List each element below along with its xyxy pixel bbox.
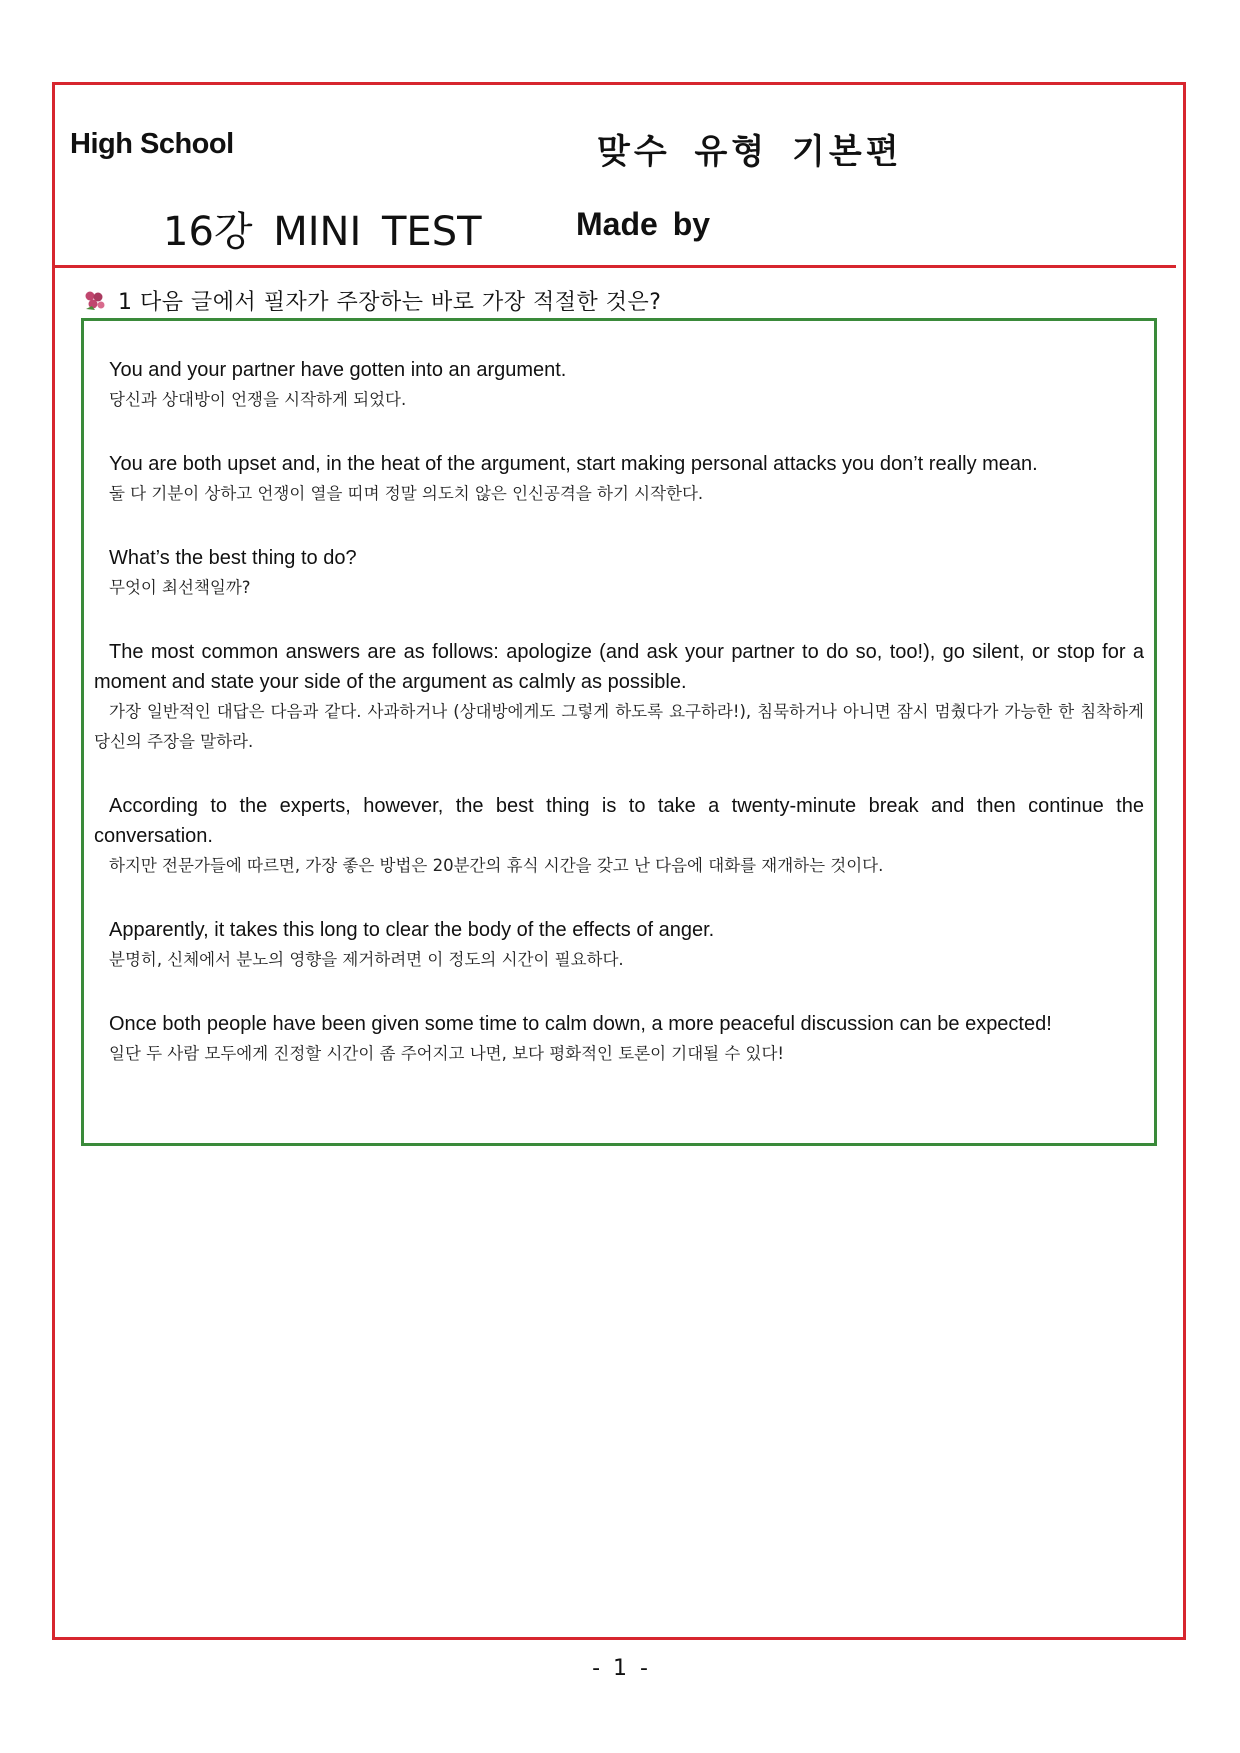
passage-paragraph xyxy=(94,791,1144,881)
passage-paragraph xyxy=(94,915,1144,975)
flower-icon xyxy=(82,289,106,311)
question-text: 1 다음 글에서 필자가 주장하는 바로 가장 적절한 것은? xyxy=(118,289,662,315)
english-sentence: You and your partner have gotten into an argument. xyxy=(109,359,567,381)
english-sentence: Once both people have been given some time to calm down, a more peaceful discussion can be expected! xyxy=(109,1013,1052,1035)
english-sentence: You are both upset and, in the heat of the argument, start making personal attacks you don’t really mean. xyxy=(109,453,1038,475)
english-sentence: What’s the best thing to do? xyxy=(109,547,357,569)
page-number: - 1 - xyxy=(592,1656,648,1681)
question-heading xyxy=(82,284,661,316)
korean-translation: 가장 일반적인 대답은 다음과 같다. 사과하거나 (상대방에게도 그렇게 하도록 요구하라!), 침묵하거나 아니면 잠시 멈췄다가 가능한 한 침착하게 당신의 주장을 말하라. xyxy=(94,702,1144,751)
english-sentence: The most common answers are as follows: apologize (and ask your partner to do so, too!), go silent, or stop for a moment and state your side of the argument as calmly as possible. xyxy=(94,641,1144,693)
korean-translation: 둘 다 기분이 상하고 언쟁이 열을 띠며 정말 의도치 않은 인신공격을 하기 시작한다. xyxy=(109,484,704,503)
passage-paragraph xyxy=(94,543,1144,603)
korean-translation: 분명히, 신체에서 분노의 영향을 제거하려면 이 정도의 시간이 필요하다. xyxy=(109,950,624,969)
english-sentence: According to the experts, however, the best thing is to take a twenty-minute break and then continue the conversation. xyxy=(94,795,1144,847)
passage-paragraph xyxy=(94,449,1144,509)
passage-paragraph xyxy=(94,637,1144,757)
english-sentence: Apparently, it takes this long to clear the body of the effects of anger. xyxy=(109,919,715,941)
passage-paragraph xyxy=(94,355,1144,415)
passage-paragraph xyxy=(94,1009,1144,1069)
korean-translation: 일단 두 사람 모두에게 진정할 시간이 좀 주어지고 나면, 보다 평화적인 토론이 기대될 수 있다! xyxy=(109,1044,785,1063)
header-school: High School xyxy=(70,128,234,160)
header-lesson: 16강 MINI TEST xyxy=(163,209,482,255)
header-divider xyxy=(52,265,1176,268)
korean-translation: 하지만 전문가들에 따르면, 가장 좋은 방법은 20분간의 휴식 시간을 갖고 난 다음에 대화를 재개하는 것이다. xyxy=(109,856,884,875)
korean-translation: 당신과 상대방이 언쟁을 시작하게 되었다. xyxy=(109,390,407,409)
header-title: 맞수 유형 기본편 xyxy=(597,132,903,172)
passage-box xyxy=(81,318,1157,1146)
korean-translation: 무엇이 최선책일까? xyxy=(109,578,251,597)
header-made-by: Made by xyxy=(576,206,711,242)
